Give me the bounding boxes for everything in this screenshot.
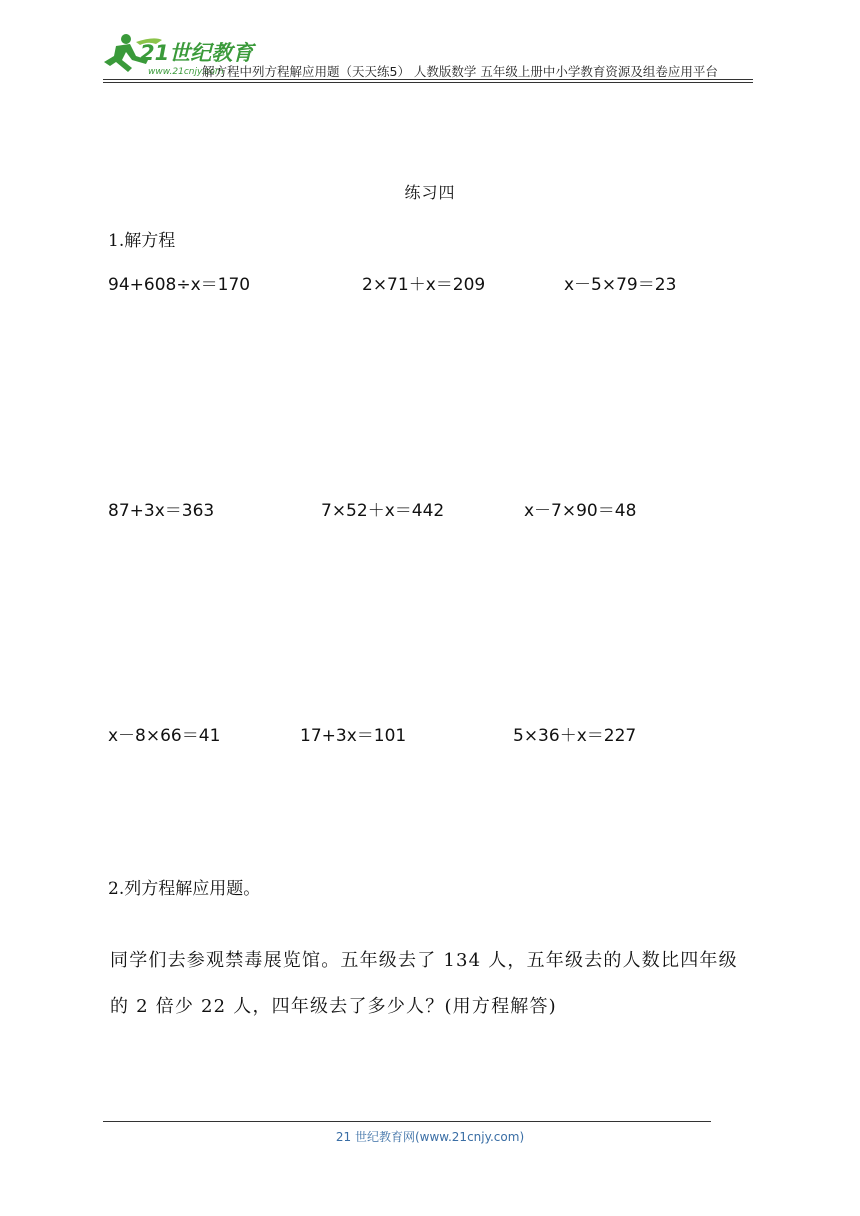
equation: 94+608÷x＝170 (108, 275, 251, 295)
equation: 87+3x＝363 (108, 501, 215, 521)
equation: 7×52＋x＝442 (321, 501, 445, 521)
equation: 17+3x＝101 (300, 726, 407, 746)
equation: x－7×90＝48 (524, 501, 637, 521)
equation: x－5×79＝23 (564, 275, 677, 295)
logo-text: 21世纪教育 (140, 41, 254, 65)
page-title: 练习四 (404, 183, 456, 202)
section1-heading: 1.解方程 (108, 231, 176, 251)
header-title: 解方程中列方程解应用题（天天练5） 人教版数学 五年级上册中小学教育资源及组卷应用平台 (202, 64, 718, 79)
section2-heading: 2.列方程解应用题。 (108, 879, 261, 899)
header-divider-thin (103, 82, 753, 83)
logo-url: www.21cnjy.com (148, 67, 224, 77)
equation: 5×36＋x＝227 (513, 726, 637, 746)
footer-divider (103, 1121, 711, 1122)
footer-text: 21 世纪教育网(www.21cnjy.com) (335, 1130, 525, 1144)
equation: 2×71＋x＝209 (362, 275, 486, 295)
equation: x－8×66＝41 (108, 726, 221, 746)
word-problem: 同学们去参观禁毒展览馆。五年级去了 134 人，五年级去的人数比四年级的 2 倍少 22 人，四年级去了多少人？(用方程解答) (110, 950, 738, 1017)
header-divider (103, 79, 753, 80)
